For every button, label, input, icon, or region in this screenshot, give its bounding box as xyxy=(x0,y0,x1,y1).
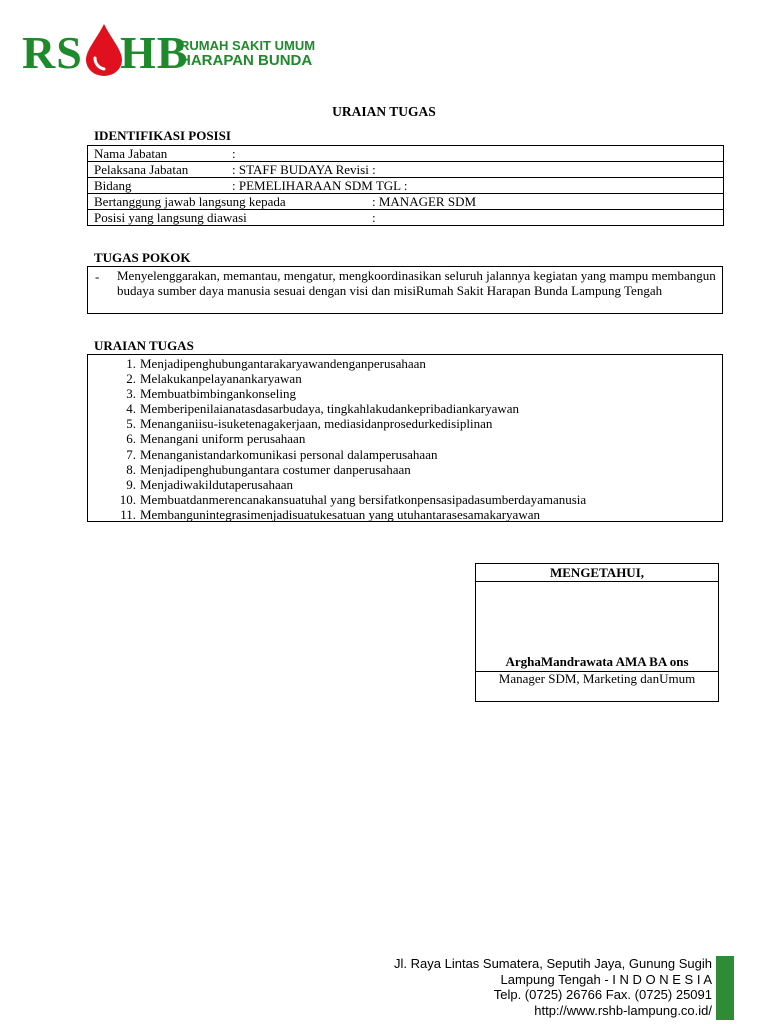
item-number: 5. xyxy=(126,416,136,432)
row-value: : MANAGER SDM xyxy=(372,194,477,209)
table-row xyxy=(88,210,724,226)
row-value: : xyxy=(232,146,236,161)
row-label: Bertanggung jawab langsung kepada xyxy=(94,194,286,209)
list-item xyxy=(88,371,718,386)
footer-green-bar xyxy=(716,956,734,1020)
logo-hb-text: HB xyxy=(120,27,189,78)
logo-rs-text: RS xyxy=(22,27,83,78)
item-text: Menjadiwakildutaperusahaan xyxy=(140,476,294,492)
footer-line-2: Lampung Tengah - I N D O N E S I A xyxy=(500,971,712,987)
tugas-pokok-text: Menyelenggarakan, memantau, mengatur, mengkoordinasikan seluruh jalannya kegiatan yang mampu membangun budaya sumber daya manusia sesuai dengan visi dan misiRumah Sakit Harapan Bunda Lampung Tengah xyxy=(117,268,716,299)
item-text: Menanganiisu-isuketenagakerjaan, mediasidanprosedurkedisiplinan xyxy=(140,416,493,432)
hospital-logo xyxy=(22,20,352,76)
item-number: 8. xyxy=(126,461,136,477)
row-label: Pelaksana Jabatan xyxy=(94,162,189,177)
tugas-pokok-heading: TUGAS POKOK xyxy=(94,250,191,265)
footer-line-1: Jl. Raya Lintas Sumatera, Seputih Jaya, Gunung Sugih xyxy=(394,956,712,971)
item-number: 10. xyxy=(119,491,136,507)
list-item xyxy=(88,431,718,446)
item-text: Melakukanpelayanankaryawan xyxy=(140,371,302,387)
item-number: 6. xyxy=(126,431,136,447)
list-item xyxy=(88,416,718,431)
item-number: 1. xyxy=(126,356,136,371)
signatory-name: ArghaMandrawata AMA BA ons xyxy=(476,652,718,672)
footer-address xyxy=(394,956,712,1018)
list-item xyxy=(88,492,718,507)
item-text: Menanganistandarkomunikasi personal dalamperusahaan xyxy=(140,446,438,462)
uraian-box xyxy=(87,354,723,522)
item-text: Menjadipenghubungantara costumer danperusahaan xyxy=(140,461,411,477)
list-item xyxy=(88,386,718,401)
list-item xyxy=(88,401,718,416)
row-value: : PEMELIHARAAN SDM TGL : xyxy=(232,178,408,193)
identifikasi-table xyxy=(87,145,724,226)
list-item xyxy=(88,477,718,492)
row-value: : xyxy=(372,210,376,225)
list-item xyxy=(88,447,718,462)
bullet-dash: - xyxy=(95,269,100,284)
item-number: 3. xyxy=(126,386,136,402)
item-text: Menjadipenghubungantarakaryawandenganperusahaan xyxy=(140,356,426,371)
item-text: Membuatdanmerencanakansuatuhal yang bersifatkonpensasipadasumberdayamanusia xyxy=(140,491,587,507)
logo-line-2: HARAPAN BUNDA xyxy=(180,52,313,69)
signature-box xyxy=(475,563,719,702)
footer-line-3: Telp. (0725) 26766 Fax. (0725) 25091 xyxy=(493,987,712,1002)
item-text: Memberipenilaianatasdasarbudaya, tingkahlakudankepribadiankaryawan xyxy=(140,401,520,417)
item-number: 2. xyxy=(126,371,136,387)
item-text: Menangani uniform perusahaan xyxy=(140,431,306,447)
identifikasi-heading: IDENTIFIKASI POSISI xyxy=(94,128,231,143)
table-row xyxy=(88,162,724,178)
item-number: 7. xyxy=(126,446,136,462)
blood-drop-icon xyxy=(84,22,124,76)
uraian-list xyxy=(88,356,718,522)
row-label: Posisi yang langsung diawasi xyxy=(94,210,247,225)
list-item xyxy=(88,462,718,477)
footer-website-link[interactable]: http://www.rshb-lampung.co.id/ xyxy=(534,1002,712,1018)
list-item xyxy=(88,356,718,371)
logo-line-1: RUMAH SAKIT UMUM xyxy=(180,38,316,53)
uraian-heading: URAIAN TUGAS xyxy=(94,338,194,353)
document-title: URAIAN TUGAS xyxy=(332,104,436,119)
item-number: 4. xyxy=(126,401,136,417)
signatory-position: Manager SDM, Marketing danUmum xyxy=(498,671,696,686)
item-number: 9. xyxy=(126,476,136,492)
tugas-pokok-box xyxy=(87,266,723,314)
item-text: Membangunintegrasimenjadisuatukesatuan yang utuhantarasesamakaryawan xyxy=(140,506,540,522)
table-row xyxy=(88,178,724,194)
row-value: : STAFF BUDAYA Revisi : xyxy=(232,162,376,177)
item-number: 11. xyxy=(120,506,136,522)
signature-heading: MENGETAHUI, xyxy=(476,564,718,582)
row-label: Nama Jabatan xyxy=(94,146,168,161)
row-label: Bidang xyxy=(94,178,132,193)
list-item xyxy=(88,507,718,522)
table-row xyxy=(88,146,724,162)
item-text: Membuatbimbingankonseling xyxy=(140,386,296,402)
table-row xyxy=(88,194,724,210)
